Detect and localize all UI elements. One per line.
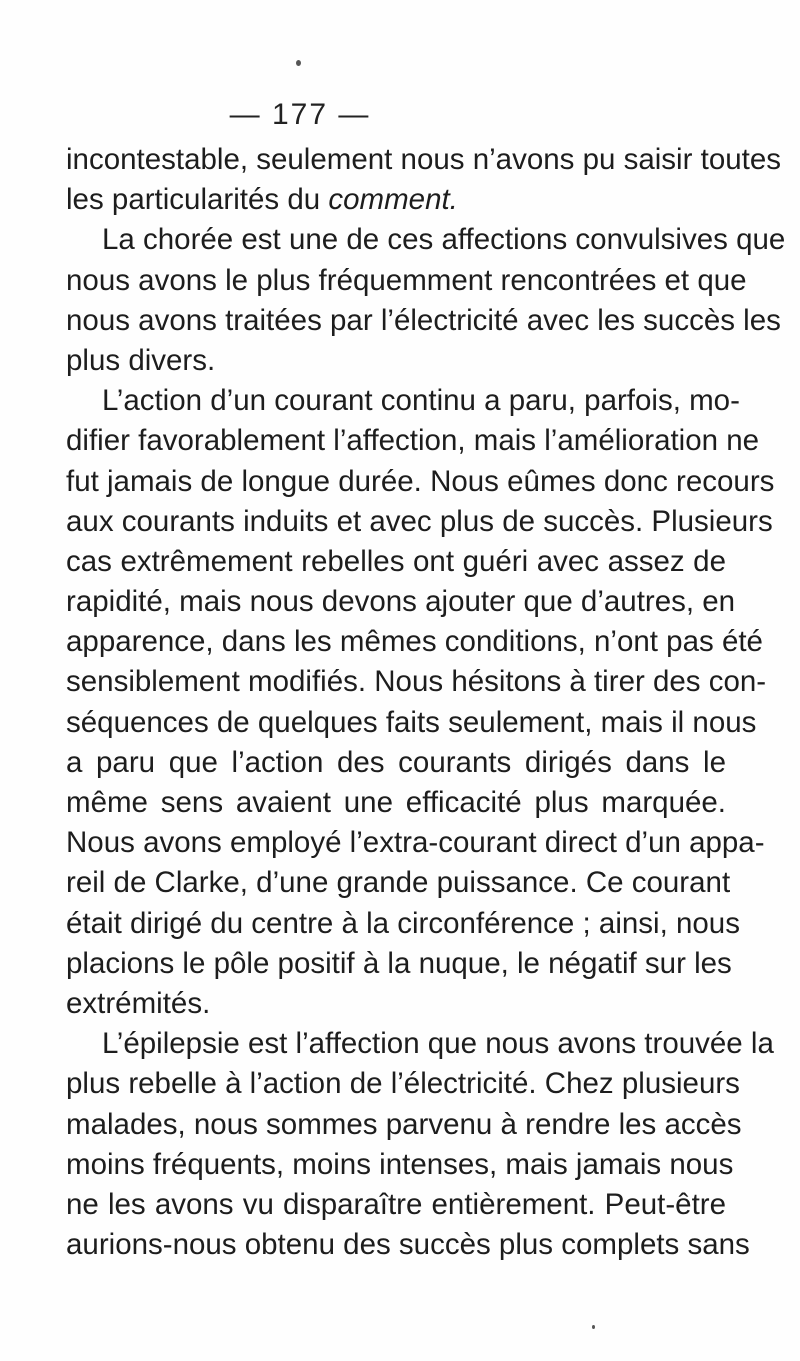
text-line: apparence, dans les mêmes conditions, n’ont pas été <box>66 625 763 659</box>
text-line: incontestable, seulement nous n’avons pu saisir toutes <box>66 143 781 176</box>
text-line: moins fréquents, moins intenses, mais jamais nous <box>66 1147 734 1181</box>
text-line <box>66 180 726 220</box>
text-line: a paru que l’action des courants dirigés dans le <box>66 745 726 779</box>
text-line: aux courants induits et avec plus de succès. Plusieurs <box>66 504 773 538</box>
paragraph-start-line: L’action d’un courant continu a paru, parfois, mo- <box>102 384 740 418</box>
ink-speck <box>592 1325 595 1329</box>
text-line: malades, nous sommes parvenu à rendre les accès <box>66 1107 742 1141</box>
body-text <box>66 140 786 1265</box>
text-line: sensiblement modifiés. Nous hésitons à tirer des con- <box>66 665 767 699</box>
text-line: plus rebelle à l’action de l’électricité. Chez plusieurs <box>66 1067 740 1101</box>
text-line: extrémités. <box>66 986 211 1020</box>
page-number: — 177 — <box>229 98 371 131</box>
text-line: nous avons le plus fréquemment rencontrées et que <box>66 263 747 297</box>
text-line: rapidité, mais nous devons ajouter que d’autres, en <box>66 585 736 619</box>
text-line: reil de Clarke, d’une grande puissance. Ce courant <box>66 866 731 900</box>
text-line: ne les avons vu disparaître entièrement. Peut-être <box>66 1187 726 1221</box>
text-line: était dirigé du centre à la circonférence ; ainsi, nous <box>66 906 740 940</box>
text-line: plus divers. <box>66 343 216 377</box>
paragraph-start-line: L’épilepsie est l’affection que nous avons trouvée la <box>102 1027 774 1061</box>
text-segment: les particularités du <box>66 183 329 217</box>
text-line: fut jamais de longue durée. Nous eûmes donc recours <box>66 464 775 498</box>
ink-speck <box>296 60 301 66</box>
text-line: aurions-nous obtenu des succès plus complets sans <box>66 1228 750 1262</box>
italic-word: comment. <box>328 183 458 217</box>
text-line: Nous avons employé l’extra-courant direct d’un appa- <box>66 826 765 860</box>
text-line: nous avons traitées par l’électricité avec les succès les <box>66 303 781 337</box>
text-line: séquences de quelques faits seulement, mais il nous <box>66 705 757 739</box>
text-line: difier favorablement l’affection, mais l’amélioration ne <box>66 424 760 458</box>
text-line: même sens avaient une efficacité plus marquée. <box>66 786 726 819</box>
paragraph-start-line: La chorée est une de ces affections convulsives que <box>102 223 786 257</box>
text-line: cas extrêmement rebelles ont guéri avec assez de <box>66 544 726 578</box>
text-line: placions le pôle positif à la nuque, le négatif sur les <box>66 946 732 980</box>
